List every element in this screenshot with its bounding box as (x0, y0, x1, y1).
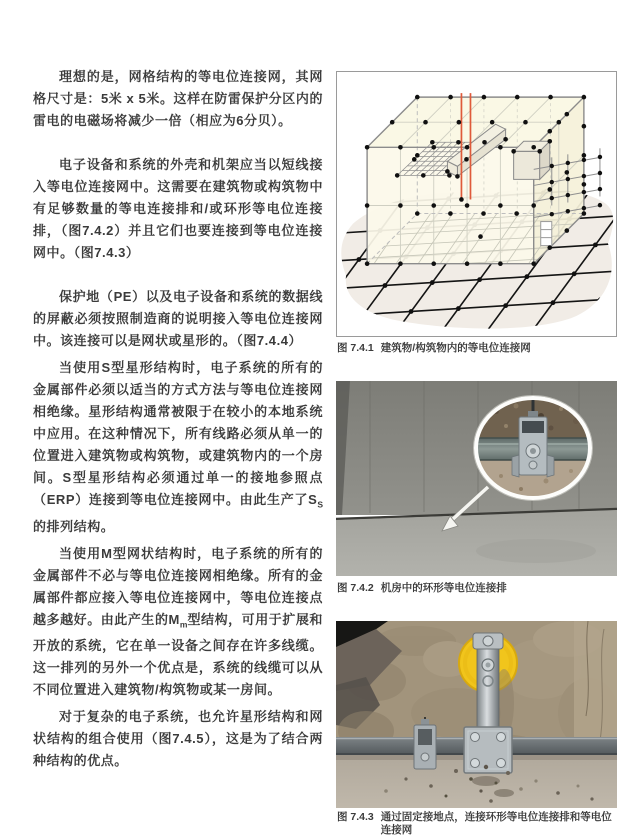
figure-label: 图 7.4.1 (337, 342, 374, 354)
figure-label: 图 7.4.3 (337, 811, 374, 823)
paragraph-4: 当使用S型星形结构时，电子系统的所有的金属部件必须以适当的方式方法与等电位连接网相绝缘。星形结构通常被限于在较小的本地系统中应用。在这种情况下，所有线路必须从单一的位置进入建筑物或构筑物，或建筑物内的一个房间。S型星形结构必须通过单一的接地参照点（ERP）连接到等电位连接网中。由此生产了$S_S$的排列结构。 (33, 360, 323, 534)
floor-stain (476, 539, 596, 563)
figure-7-4-3-caption (337, 811, 620, 837)
paragraph-6: 对于复杂的电子系统，也允许星形结构和网状结构的组合使用（图7.4.5），这是为了结合两种结构的优点。 (33, 709, 324, 769)
paragraph-5: 当使用M型网状结构时，电子系统的所有的金属部件不必与等电位连接网相绝缘。所有的金属部件都应接入等电位连接网中，等电位连接点越多越好。由此产生的$M_m$型结构，可用于扩展和开放的系统，它在单一设备之间存在许多线缆。这一排列的另外一个优点是，系统的线缆可以从不同位置进入建筑物/构筑物或某一房间。 (33, 545, 323, 698)
paragraph-2: 电子设备和系统的外壳和机架应当以短线接入等电位连接网中。这需要在建筑物或构筑物中有足够数量的等电连接排和/或环形等电位连接排，（图7.4.2）并且它们也要连接到等电位连接网中。（图7.4.3） (33, 157, 323, 260)
small-clamp (414, 717, 436, 769)
ring-bonding-bar-photo-image (336, 381, 617, 576)
body-text (33, 66, 323, 777)
paragraph-1: 理想的是，网格结构的等电位连接网，其网格尺寸是：5米 x 5米。这样在防雷保护分区内的雷电的电磁场将减少一倍（相应为6分贝）。 (33, 69, 323, 128)
door-element (541, 222, 552, 246)
figure-7-4-3-photo (336, 621, 617, 808)
figure-7-4-2-caption (337, 582, 620, 595)
figure-7-4-2-photo (336, 381, 617, 576)
equipotential-network-diagram-image (337, 72, 616, 336)
fixed-earthing-point-photo-image (336, 621, 617, 808)
figure-7-4-1-diagram (336, 71, 617, 337)
figure-caption-text: 建筑物/构筑物内的等电位连接网 (380, 342, 531, 354)
earthing-rod (473, 633, 503, 741)
figure-7-4-1-caption (337, 342, 620, 355)
figure-label: 图 7.4.2 (337, 582, 374, 594)
figure-caption-text: 通过固定接地点，连接环形等电位连接排和等电位连接网 (380, 811, 612, 836)
paragraph-3: 保护地（PE）以及电子设备和系统的数据线的屏蔽必须按照制造商的说明接入等电位连接网中。该连接可以是网状或星形的。（图7.4.4） (33, 289, 323, 348)
figure-caption-text: 机房中的环形等电位连接排 (380, 582, 507, 594)
